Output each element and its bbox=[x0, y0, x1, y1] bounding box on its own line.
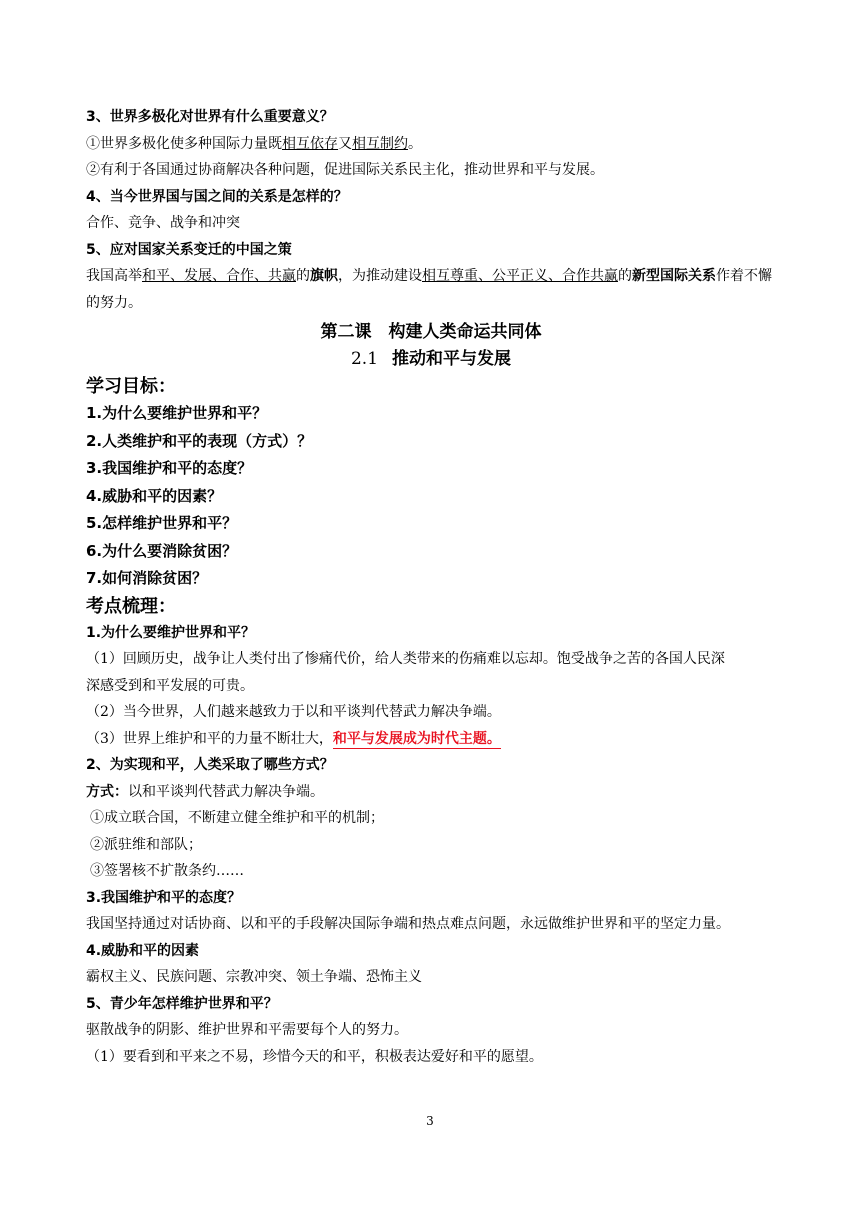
answer-3-1-text: ①世界多极化使多种国际力量既 bbox=[86, 135, 282, 152]
section-number: 2.1 bbox=[350, 349, 379, 369]
review-question-1: 1.为什么要维护世界和平？ bbox=[86, 624, 256, 641]
page-content bbox=[86, 104, 776, 1070]
method-label: 方式： bbox=[86, 783, 128, 800]
question-4: 4、当今世界国与国之间的关系是怎样的？ bbox=[86, 188, 348, 205]
review-answer-1-2: （2）当今世界，人们越来越致力于以和平谈判代替武力解决争端。 bbox=[86, 704, 501, 720]
section-title bbox=[86, 346, 776, 373]
lesson-title: 第二课 构建人类命运共同体 bbox=[320, 322, 542, 342]
question-5: 5、应对国家关系变迁的中国之策 bbox=[86, 241, 292, 258]
underline-peace-development: 和平、发展、合作、共赢 bbox=[142, 268, 296, 284]
goal-item: 4.威胁和平的因素？ bbox=[86, 486, 223, 505]
review-answer-1-1b: 深感受到和平发展的可贵。 bbox=[86, 677, 254, 694]
review-answer-5-1: （1）要看到和平来之不易，珍惜今天的和平，积极表达爱好和平的愿望。 bbox=[86, 1048, 543, 1065]
answer-5-mid: ，为推动建设 bbox=[338, 268, 422, 284]
answer-5-text: 我国高举 bbox=[86, 268, 142, 284]
answer-3-1-end: 。 bbox=[408, 135, 422, 152]
question-3: 3、世界多极化对世界有什么重要意义？ bbox=[86, 109, 334, 125]
answer-5-de1: 的 bbox=[296, 268, 310, 284]
review-question-5: 5、青少年怎样维护世界和平？ bbox=[86, 995, 278, 1012]
review-question-2: 2、为实现和平，人类采取了哪些方式？ bbox=[86, 757, 334, 773]
goals-heading: 学习目标： bbox=[86, 376, 176, 397]
review-question-3: 3.我国维护和平的态度？ bbox=[86, 889, 242, 906]
review-answer-4: 霸权主义、民族问题、宗教冲突、领土争端、恐怖主义 bbox=[86, 969, 422, 985]
review-heading: 考点梳理： bbox=[86, 595, 176, 617]
highlight-theme-text: 和平与发展成为时代主题。 bbox=[332, 730, 501, 747]
review-answer-3: 我国坚持通过对话协商、以和平的手段解决国际争端和热点难点问题，永远做维护世界和平的坚定力量。 bbox=[86, 916, 730, 932]
goal-item: 5.怎样维护世界和平？ bbox=[86, 514, 238, 532]
answer-5 bbox=[86, 263, 776, 316]
answer-5-de2: 的 bbox=[618, 268, 632, 284]
review-answer-2 bbox=[86, 779, 776, 806]
bold-new-relations: 新型国际关系 bbox=[632, 268, 716, 284]
answer-4: 合作、竞争、战争和冲突 bbox=[86, 215, 240, 231]
highlight-theme-underline bbox=[333, 731, 501, 749]
goal-item: 7.如何消除贫困？ bbox=[86, 569, 208, 587]
goal-item: 1.为什么要维护世界和平？ bbox=[86, 404, 268, 422]
method-item: ③签署核不扩散条约…… bbox=[90, 863, 244, 879]
section-name: 推动和平与发展 bbox=[392, 349, 512, 369]
review-answer-5: 驱散战争的阴影、维护世界和平需要每个人的努力。 bbox=[86, 1022, 408, 1038]
page-number: 3 bbox=[426, 1114, 434, 1128]
method-item: ②派驻维和部队； bbox=[90, 836, 202, 853]
review-answer-1-1a: （1）回顾历史，战争让人类付出了惨痛代价，给人类带来的伤痛难以忘却。饱受战争之苦的各国人民深 bbox=[86, 651, 725, 667]
method-item: ①成立联合国，不断建立健全维护和平的机制； bbox=[90, 810, 384, 826]
goal-item: 2.人类维护和平的表现（方式）？ bbox=[86, 431, 313, 450]
bold-banner: 旗帜 bbox=[310, 268, 338, 284]
method-text: 以和平谈判代替武力解决争端。 bbox=[128, 783, 324, 800]
underline-mutual-respect: 相互尊重、公平正义、合作共赢 bbox=[422, 268, 618, 284]
answer-3-1 bbox=[86, 131, 776, 158]
goals-list bbox=[86, 400, 776, 593]
answer-5-end: 作着不懈的努力。 bbox=[86, 268, 772, 311]
goal-item: 3.我国维护和平的态度？ bbox=[86, 459, 253, 477]
answer-3-2: ②有利于各国通过协商解决各种问题，促进国际关系民主化，推动世界和平与发展。 bbox=[86, 162, 604, 178]
goal-item: 6.为什么要消除贫困？ bbox=[86, 541, 238, 560]
review-answer-1-3-text: （3）世界上维护和平的力量不断壮大， bbox=[86, 730, 333, 747]
underline-interdependent: 相互依存 bbox=[282, 135, 338, 152]
review-answer-1-3 bbox=[86, 726, 776, 753]
review-question-4: 4.威胁和平的因素 bbox=[86, 942, 200, 959]
underline-mutual-restraint: 相互制约 bbox=[352, 135, 408, 152]
answer-3-1-and: 又 bbox=[338, 135, 352, 152]
